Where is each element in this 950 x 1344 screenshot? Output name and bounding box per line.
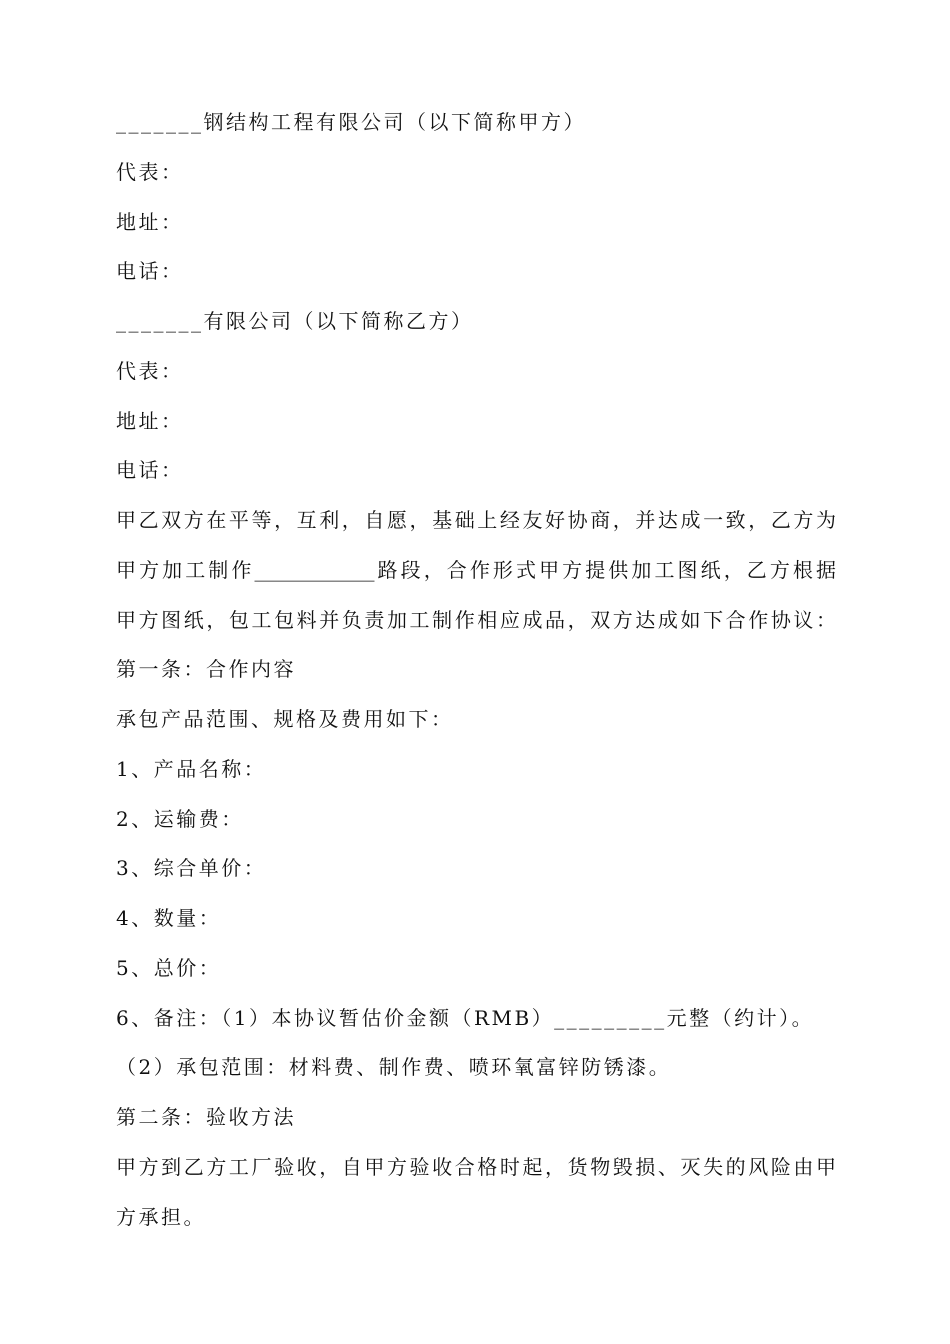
list-item-quantity: 4、数量：	[116, 906, 222, 930]
list-item-unit-price: 3、综合单价：	[116, 856, 267, 880]
article-1-intro: 承包产品范围、规格及费用如下：	[116, 707, 454, 731]
party-b-address: 地址：	[116, 409, 184, 433]
list-item-remarks: 6、备注：（1）本协议暂估价金额（RMB）_________元整（约计）。	[116, 1006, 815, 1030]
article-2-line-2: 方承担。	[116, 1205, 206, 1229]
party-b-header: _______有限公司（以下简称乙方）	[116, 309, 474, 333]
article-2-title: 第二条：验收方法	[116, 1105, 296, 1129]
preamble-line-1: 甲乙双方在平等，互利，自愿，基础上经友好协商，并达成一致，乙方为	[116, 508, 836, 532]
list-item-shipping-fee: 2、运输费：	[116, 807, 244, 831]
party-a-header: _______钢结构工程有限公司（以下简称甲方）	[116, 110, 586, 134]
party-a-address: 地址：	[116, 210, 184, 234]
preamble-line-3: 甲方图纸，包工包料并负责加工制作相应成品，双方达成如下合作协议：	[116, 608, 836, 632]
party-b-representative: 代表：	[116, 359, 184, 383]
party-a-phone: 电话：	[116, 259, 184, 283]
article-1-title: 第一条：合作内容	[116, 657, 296, 681]
list-item-remarks-scope: （2）承包范围：材料费、制作费、喷环氧富锌防锈漆。	[116, 1055, 672, 1079]
article-2-line-1: 甲方到乙方工厂验收，自甲方验收合格时起，货物毁损、灭失的风险由甲	[116, 1155, 836, 1179]
party-a-representative: 代表：	[116, 160, 184, 184]
preamble-line-2: 甲方加工制作____________路段，合作形式甲方提供加工图纸，乙方根据	[116, 558, 836, 582]
party-b-phone: 电话：	[116, 458, 184, 482]
list-item-product-name: 1、产品名称：	[116, 757, 267, 781]
list-item-total-price: 5、总价：	[116, 956, 222, 980]
